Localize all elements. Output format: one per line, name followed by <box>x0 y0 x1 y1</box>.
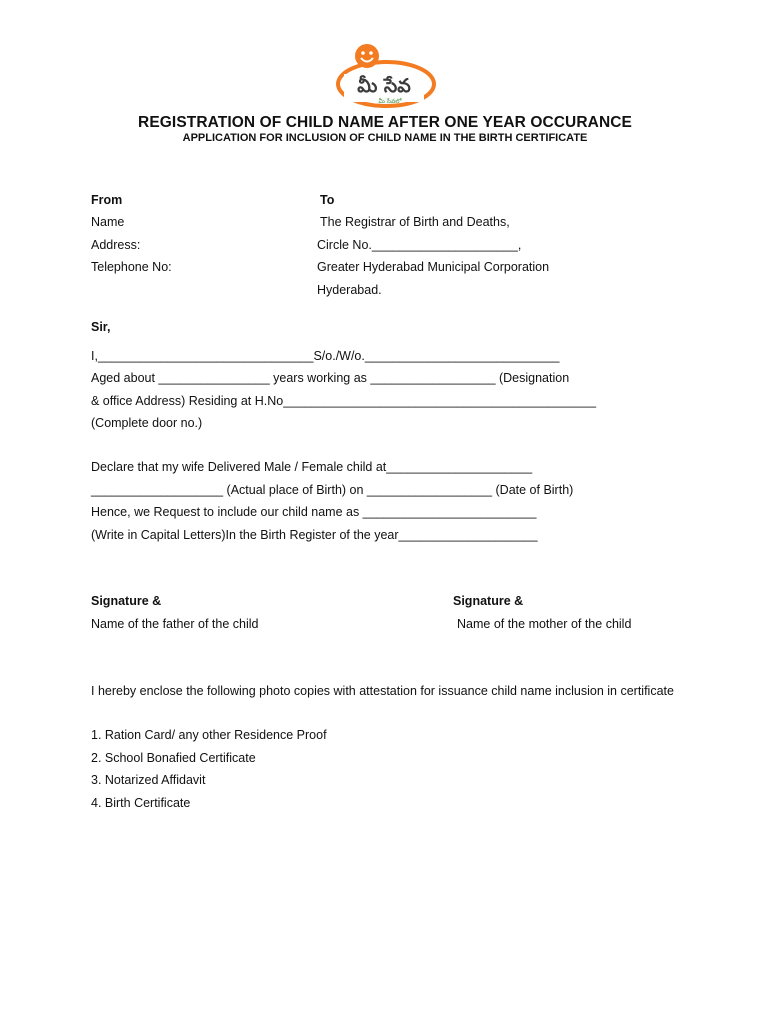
enclosure-item: 4. Birth Certificate <box>91 796 191 810</box>
enclosure-item: 2. School Bonafied Certificate <box>91 751 256 765</box>
body-line-applicant: I,_______________________________S/o./W/o.____________________________ <box>91 349 560 363</box>
body-line-birth-place: ___________________ (Actual place of Birth) on __________________ (Date of Birth) <box>91 483 574 497</box>
enclosure-intro: I hereby enclose the following photo copies with attestation for issuance child name inclusion in certificate <box>91 684 674 698</box>
mee-seva-logo <box>330 40 440 112</box>
body-line-residence: & office Address) Residing at H.No_____________________________________________ <box>91 394 597 408</box>
body-line-door: (Complete door no.) <box>91 416 203 430</box>
smiley-face-icon <box>355 44 379 68</box>
enclosure-item: 1. Ration Card/ any other Residence Proof <box>91 728 327 742</box>
body-line-request: Hence, we Request to include our child name as _________________________ <box>91 505 537 519</box>
to-line-city: Hyderabad. <box>317 283 382 297</box>
to-line-circle: Circle No._____________________, <box>317 238 522 252</box>
body-line-capital: (Write in Capital Letters)In the Birth Register of the year____________________ <box>91 528 538 542</box>
from-address-label: Address: <box>91 238 141 252</box>
from-telephone-label: Telephone No: <box>91 260 172 274</box>
form-title: REGISTRATION OF CHILD NAME AFTER ONE YEAR OCCURANCE <box>138 114 632 131</box>
enclosure-item: 3. Notarized Affidavit <box>91 773 206 787</box>
body-line-age: Aged about ________________ years working as __________________ (Designation <box>91 371 570 385</box>
from-heading: From <box>91 193 123 207</box>
logo-tagline: మీ సేవలో <box>378 98 402 105</box>
from-name-label: Name <box>91 215 125 229</box>
to-line-ghmc: Greater Hyderabad Municipal Corporation <box>317 260 550 274</box>
body-line-declare: Declare that my wife Delivered Male / Female child at_____________________ <box>91 460 533 474</box>
logo-text: మీ సేవ <box>357 75 411 97</box>
form-subtitle: APPLICATION FOR INCLUSION OF CHILD NAME IN THE BIRTH CERTIFICATE <box>182 132 588 144</box>
mother-signature-label: Name of the mother of the child <box>457 617 632 631</box>
father-signature-label: Name of the father of the child <box>91 617 259 631</box>
to-line-registrar: The Registrar of Birth and Deaths, <box>320 215 510 229</box>
father-signature-heading: Signature & <box>91 594 162 608</box>
salutation: Sir, <box>91 320 111 334</box>
mother-signature-heading: Signature & <box>453 594 524 608</box>
to-heading: To <box>320 193 335 207</box>
